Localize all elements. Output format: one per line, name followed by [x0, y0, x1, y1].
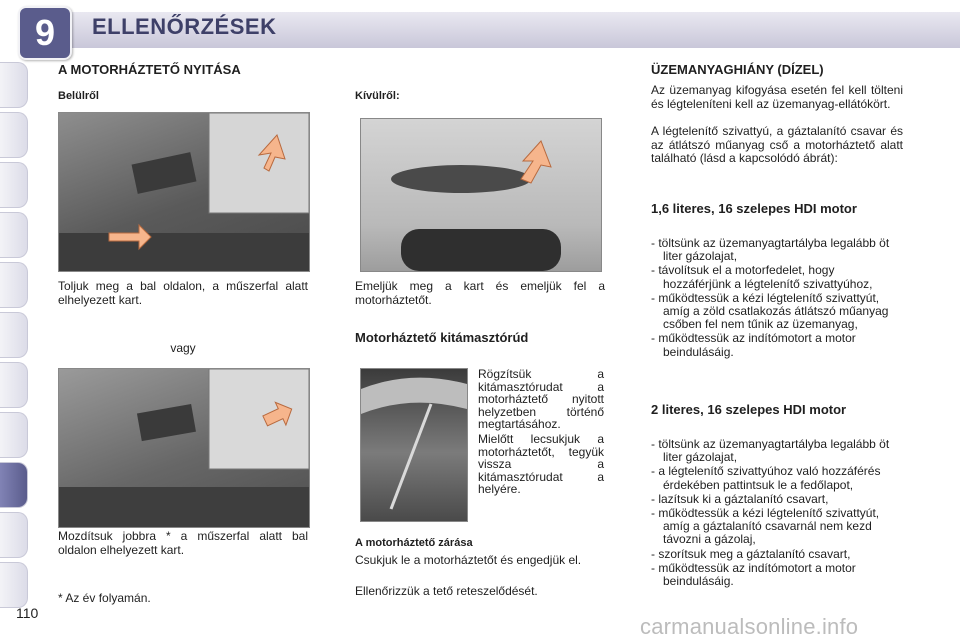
photo-outside-lever — [360, 118, 602, 272]
engine2-steps — [651, 438, 903, 589]
chapter-tab-active[interactable] — [0, 462, 28, 508]
section-heading-hood-opening: A MOTORHÁZTETŐ NYITÁSA — [58, 62, 241, 77]
engine1-heading: 1,6 literes, 16 szelepes HDI motor — [651, 201, 857, 216]
caption-inside-lever-1: Toljuk meg a bal oldalon, a műszerfal alatt elhelyezett kart. — [58, 279, 308, 307]
step-item: - működtessük az indítómotort a motor beindulásáig. — [651, 562, 903, 588]
chapter-tabs — [0, 62, 28, 612]
step-item: - működtessük a kézi légtelenítő szivattyút, amíg a zöld csatlakozás átlátszó műanyag csőben fel nem tűnik az üzemanyag, — [651, 292, 903, 332]
photo-hood-strut — [360, 368, 468, 522]
page-number: 110 — [16, 605, 39, 621]
chapter-tab[interactable] — [0, 162, 28, 208]
chapter-title: ELLENŐRZÉSEK — [92, 14, 277, 39]
closing-heading: A motorháztető zárása — [355, 537, 473, 549]
closing-text-2: Ellenőrizzük a tető reteszelődését. — [355, 584, 538, 598]
chapter-tab[interactable] — [0, 512, 28, 558]
outside-label: Kívülről: — [355, 90, 400, 102]
strut-text-2: Mielőtt lecsukjuk a motorháztetőt, tegyük vissza a kitámasztórudat a helyére. — [478, 432, 604, 497]
step-item: - töltsünk az üzemanyagtartályba legalább öt liter gázolajat, — [651, 438, 903, 464]
step-item: - töltsünk az üzemanyagtartályba legalább öt liter gázolajat, — [651, 237, 903, 263]
strut-text-1: Rögzítsük a kitámasztórudat a motorháztető nyitott helyzetben történő megtartásához. — [478, 367, 604, 432]
inside-label: Belülről — [58, 90, 99, 102]
step-item: - távolítsuk el a motorfedelet, hogy hozzáférjünk a légtelenítő szivattyúhoz, — [651, 264, 903, 290]
photo-inside-lever-1 — [58, 112, 310, 272]
footnote: * Az év folyamán. — [58, 591, 151, 605]
step-item: - szorítsuk meg a gáztalanító csavart, — [651, 548, 903, 561]
engine2-heading: 2 literes, 16 szelepes HDI motor — [651, 402, 847, 417]
engine1-steps — [651, 237, 903, 360]
footer-watermark: carmanualsonline.info — [640, 614, 859, 639]
step-item: - működtessük az indítómotort a motor beindulásáig. — [651, 332, 903, 358]
chapter-tab[interactable] — [0, 412, 28, 458]
chapter-number-badge: 9 — [18, 6, 72, 60]
closing-text-1: Csukjuk le a motorháztetőt és engedjük el. — [355, 553, 582, 567]
caption-inside-lever-2: Mozdítsuk jobbra * a műszerfal alatt bal oldalon elhelyezett kart. — [58, 529, 308, 557]
section-heading-fuel-shortage: ÜZEMANYAGHIÁNY (DÍZEL) — [651, 62, 824, 77]
caption-outside-lever: Emeljük meg a kart és emeljük fel a motorháztetőt. — [355, 279, 605, 307]
step-item: - lazítsuk ki a gáztalanító csavart, — [651, 493, 903, 506]
chapter-tab[interactable] — [0, 362, 28, 408]
section-heading-strut: Motorháztető kitámasztórúd — [355, 330, 529, 345]
chapter-tab[interactable] — [0, 212, 28, 258]
chapter-tab[interactable] — [0, 562, 28, 608]
or-text: vagy — [170, 341, 196, 355]
fuel-intro-1: Az üzemanyag kifogyása esetén fel kell tölteni és légteleníteni kell az üzemanyag-ellátókört. — [651, 83, 903, 111]
step-item: - a légtelenítő szivattyúhoz való hozzáférés érdekében pattintsuk le a fedőlapot, — [651, 465, 903, 491]
chapter-tab[interactable] — [0, 62, 28, 108]
chapter-tab[interactable] — [0, 312, 28, 358]
chapter-tab[interactable] — [0, 262, 28, 308]
chapter-tab[interactable] — [0, 112, 28, 158]
step-item: - működtessük a kézi légtelenítő szivattyút, amíg a gáztalanító csavarnál nem kezd távozni a gázolaj, — [651, 507, 903, 547]
fuel-intro-2: A légtelenítő szivattyú, a gáztalanító csavar és az átlátszó műanyag cső a motorháztető alatt található (lásd a kapcsolódó ábrát): — [651, 124, 903, 165]
photo-inside-lever-2 — [58, 368, 310, 528]
